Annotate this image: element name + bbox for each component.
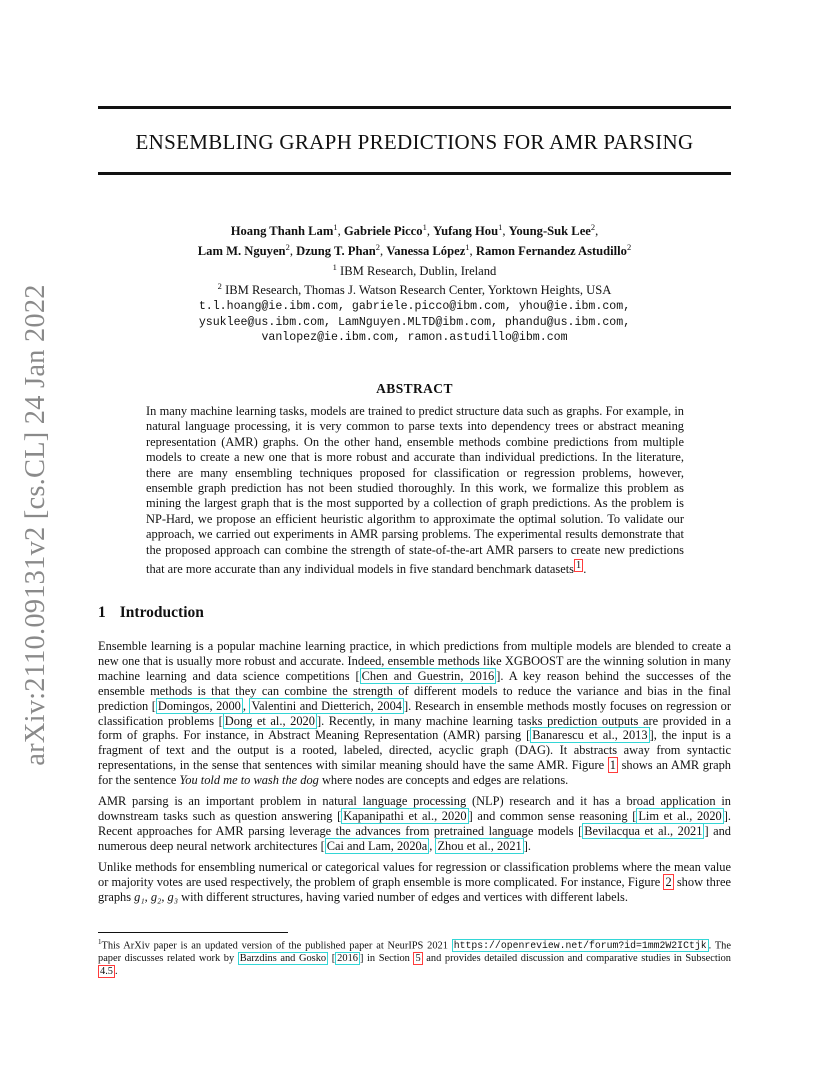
text-run: and common sense reasoning [472,808,633,823]
text-run: , [429,838,436,853]
citation-link[interactable]: Valentini and Dietterich, 2004 [251,698,402,713]
text-run: , the input is a fragment of text and the output is a rooted, labeled, directed, acyclic graph (DAG). It abstracts away from syntactic representations, in the sense that sentences with similar meaning should have the same AMR. Figure [98,728,731,773]
subsection-ref-link[interactable]: 4.5 [100,966,113,978]
affiliation-1 [98,260,731,280]
author-name: Young-Suk Lee [508,224,591,239]
citation-link[interactable]: 2016 [337,953,358,965]
figure-ref-link[interactable]: 2 [665,874,672,889]
email-line-2: ysuklee@us.ibm.com, LamNguyen.MLTD@ibm.com, phandu@us.ibm.com, [198,315,631,329]
author-name: Ramon Fernandez Astudillo [475,243,627,258]
title-rule-top [98,106,731,109]
email-line-1: t.l.hoang@ie.ibm.com, gabriele.picco@ibm.com, yhou@ie.ibm.com, [198,300,631,314]
section-title: Introduction [119,604,204,621]
text-run: . The paper discusses related work by [98,940,731,965]
example-sentence: You told me to wash the dog [179,773,319,788]
affiliation-2 [98,279,731,299]
abstract-end: . [583,562,587,577]
text-run: and numerous deep neural network architectures [98,823,732,853]
citation-link[interactable]: Banarescu et al., 2013 [532,728,648,743]
affil-mark: 1 [465,241,470,252]
paper-title: ENSEMBLING GRAPH PREDICTIONS FOR AMR PARSING [135,130,694,154]
text-run: shows an AMR graph for the sentence [98,758,731,788]
math-graphs: g₁, g₂, g₃ [134,889,179,904]
footnote-link[interactable]: 1 [576,560,582,572]
affiliation-text: IBM Research, Thomas J. Watson Research Center, Yorktown Heights, USA [225,283,612,298]
affil-mark: 2 [590,222,596,232]
author-name: Dzung T. Phan [296,243,376,258]
affil-mark: 1 [422,222,427,232]
text-run: Unlike methods for ensembling numerical or categorical values for regression or classification problems where the mean value or majority votes are used respectively, the problem of graph ensemble is more complicated. For instance, Figure [98,859,731,889]
paragraph-1: Ensemble learning is a popular machine learning practice, in which predictions from multiple models are blended to create a new one that is usually more robust and accurate. Indeed, ensemble methods like XGBOOST are the winning solution in many machine learning and data science competitions [ Chen and Guestrin, 2016 ]. A key reason behind the successes of the ensemble methods is that they can combine the strength of different models to reduce the variance and bias in the final prediction [ Domingos, 2000 , Valentini and Dietterich, 2004 ]. Research in ensemble methods mostly focuses on regression or classification problems [ Dong et al., 2020 ]. Recently, in many machine learning tasks prediction outputs are provided in a form of graphs. For instance, in Abstract Meaning Representation (AMR) parsing [ Banarescu et al., 2013 ], the input is a fragment of text and the output is a rooted, labeled, directed, acyclic graph (DAG). It abstracts away from syntactic representations, in the sense that sentences with similar meaning should have the same AMR. Figure 1 shows an AMR graph for the sentence You told me to wash the dog where nodes are concepts and edges are relations. [98,639,732,788]
affil-mark: 1 [332,261,337,272]
abstract-text: In many machine learning tasks, models are trained to predict structure data such as graphs. For example, in natural language processing, it is very common to parse texts into dependency trees or abstract meaning representation (AMR) graphs. On the other hand, ensemble methods combine predictions from multiple models to create a new one that is more robust and accurate than individual predictions. In the literature, there are many ensembling techniques proposed for classification or regression problems, however, ensemble graph prediction has not been studied thoroughly. In this work, we formalize this problem as mining the largest graph that is the most supported by a collection of graph predictions. As the problem is NP-Hard, we propose an efficient heuristic algorithm to approximate the optimal solution. To validate our approach, we carried out experiments in AMR parsing problems. The experimental results demonstrate that the proposed approach can combine the strength of state-of-the-art AMR parsers to create new predictions that are more accurate than any individual models in five standard benchmark datasets [146,404,684,577]
text-run: with different structures, having varied number of edges and vertices with different labels. [178,889,628,904]
citation-link[interactable]: Dong et al., 2020 [224,713,315,728]
author-line-2: Lam M. Nguyen$^2$, Dzung T. Phan$^2$, Vanessa López$^1$, Ramon Fernandez Astudillo$^2$ [197,241,632,258]
citation-link[interactable]: Lim et al., 2020 [638,808,722,823]
paragraph-2: AMR parsing is an important problem in natural language processing (NLP) research and it has a broad application in downstream tasks such as question answering [ Kapanipathi et al., 2020 ] and common sense reasoning [ Lim et al., 2020 ]. Recent approaches for AMR parsing leverage the advances from pretrained language models [ Bevilacqua et al., 2021 ] and numerous deep neural network architectures [ Cai and Lam, 2020a , Zhou et al., 2021 ]. [98,794,732,853]
author-name: Gabriele Picco [343,224,423,239]
arxiv-watermark [16,284,56,766]
text-run: . A key reason behind the successes of the ensemble methods is that they can combine the strength of different models to reduce the variance and bias in the final prediction [98,668,732,713]
affiliation-text: IBM Research, Dublin, Ireland [340,263,497,278]
footnote-rule [98,932,288,933]
text-run: . Research in ensemble methods mostly focuses on regression or classification problems [98,698,731,728]
openreview-link[interactable]: https://openreview.net/forum?id=1mm2W2ICtjk [453,940,707,952]
affil-mark: 1 [333,222,338,232]
text-run: where nodes are concepts and edges are relations. [318,773,569,788]
author-name: Vanessa López [386,243,466,258]
section-heading [98,604,204,622]
affil-mark: 2 [626,241,632,252]
citation-link[interactable]: Cai and Lam, 2020a [326,838,428,853]
author-name: Lam M. Nguyen [197,243,286,258]
section-ref-link[interactable]: 5 [415,953,421,965]
text-run: , [242,698,250,713]
section-number: 1 [98,604,106,621]
text-run: and provides detailed discussion and comparative studies in Subsection [422,953,732,965]
text-run: AMR parsing is an important problem in natural language processing (NLP) research and it has a broad application in downstream tasks such as question answering [98,794,731,823]
abstract-heading: ABSTRACT [376,381,453,396]
text-run: show three graphs [98,874,731,904]
author-name: Yufang Hou [433,224,499,239]
arxiv-id-text: arXiv:2110.09131v2 [cs.CL] 24 Jan 2022 [20,284,51,766]
affil-mark: 2 [217,281,222,292]
text-run: ] in Section [359,953,414,965]
text-run: [ [328,953,336,965]
text-run: Ensemble learning is a popular machine learning practice, in which predictions from multiple models are blended to create a new one that is usually more robust and accurate. Indeed, ensemble methods like XGBOOST are the winning solution in many machine learning and data science competitions [98,639,731,683]
footnote-mark: 1 [98,938,102,946]
citation-link[interactable]: Zhou et al., 2021 [437,838,522,853]
citation-link[interactable]: Domingos, 2000 [157,698,241,713]
affil-mark: 1 [498,222,503,232]
author-block [98,220,731,346]
text-run: . Recently, in many machine learning tasks prediction outputs are provided in a form of graphs. For instance, in Abstract Meaning Representation (AMR) parsing [98,713,731,743]
author-name: Hoang Thanh Lam [230,224,334,239]
affil-mark: 2 [285,241,290,252]
abstract-body [146,404,684,578]
paragraph-3 [98,860,731,905]
citation-link[interactable]: Barzdins and Gosko [239,953,327,965]
affil-mark: 2 [375,241,381,252]
text-run: . [527,838,531,853]
title-rule-bottom [98,172,731,175]
text-run: This ArXiv paper is an updated version of the published paper at NeurIPS 2021 [101,940,452,952]
citation-link[interactable]: Chen and Guestrin, 2016 [361,668,495,683]
citation-link[interactable]: Kapanipathi et al., 2020 [343,808,467,823]
text-run: . [115,966,118,978]
author-line-1: Hoang Thanh Lam$^1$, Gabriele Picco$^1$, Yufang Hou$^1$, Young-Suk Lee$^2$, [230,222,599,239]
email-line-3: vanlopez@ie.ibm.com, ramon.astudillo@ibm.com [261,331,568,345]
text-run: . Recent approaches for AMR parsing leverage the advances from pretrained language models [98,808,731,838]
footnote [98,936,731,978]
citation-link[interactable]: Bevilacqua et al., 2021 [584,823,703,838]
figure-ref-link[interactable]: 1 [609,758,616,773]
intro-body [98,639,731,910]
